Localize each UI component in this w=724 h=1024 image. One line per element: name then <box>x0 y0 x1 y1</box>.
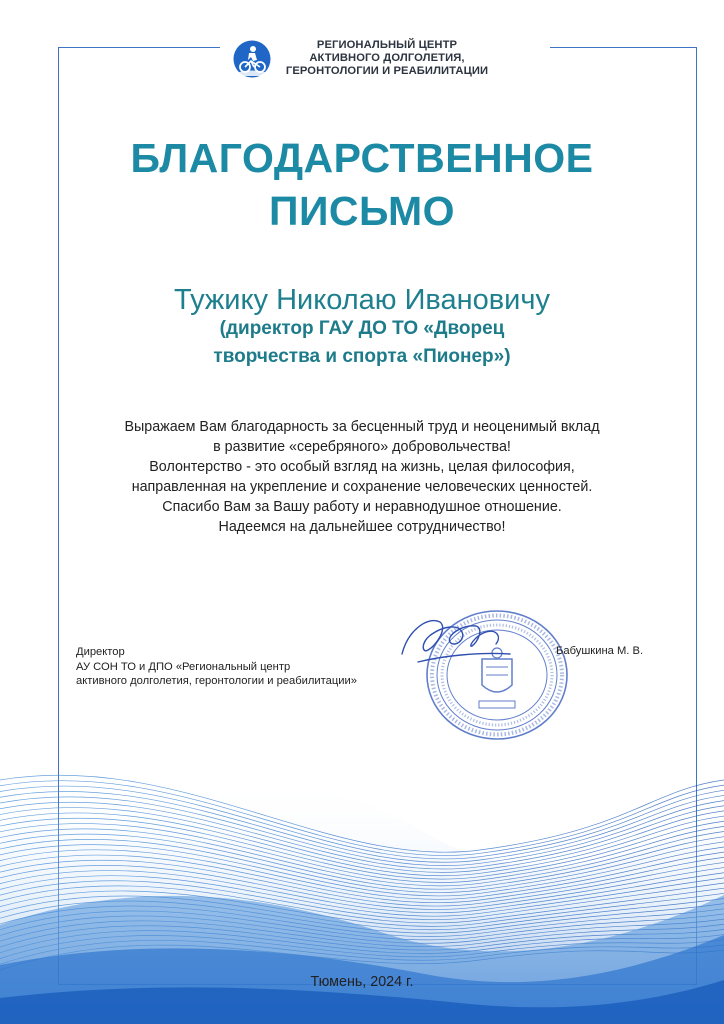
organization-name <box>282 39 492 78</box>
signer-block <box>76 645 357 689</box>
position-line: творчества и спорта «Пионер») <box>213 346 511 367</box>
place-and-date: Тюмень, 2024 г. <box>310 974 414 990</box>
body-line: в развитие «серебряного» добровольчества! <box>213 439 511 455</box>
org-name-line: РЕГИОНАЛЬНЫЙ ЦЕНТР <box>316 39 458 51</box>
signer-line: Директор <box>76 646 125 658</box>
position-line: (директор ГАУ ДО ТО «Дворец <box>219 318 505 339</box>
org-name-line: ГЕРОНТОЛОГИИ И РЕАБИЛИТАЦИИ <box>285 65 489 77</box>
signer-name: Бабушкина М. В. <box>556 645 644 657</box>
body-line: Выражаем Вам благодарность за бесценный труд и неоценимый вклад <box>124 419 600 435</box>
signer-line: АУ СОН ТО и ДПО «Региональный центр <box>76 660 291 673</box>
body-line: Спасибо Вам за Вашу работу и неравнодушное отношение. <box>162 499 562 515</box>
recipient-name: Тужику Николаю Ивановичу <box>174 284 550 316</box>
body-line: направленная на укрепление и сохранение человеческих ценностей. <box>131 479 593 495</box>
cyclist-logo-icon <box>233 40 271 78</box>
title-line: ПИСЬМО <box>268 188 456 234</box>
handwritten-signature <box>398 602 514 672</box>
body-line: Волонтерство - это особый взгляд на жизнь, целая философия, <box>149 459 575 475</box>
document-title <box>0 132 724 238</box>
gratitude-text <box>0 417 724 537</box>
body-line: Надеемся на дальнейшее сотрудничество! <box>218 519 506 535</box>
signer-line: активного долголетия, геронтологии и реабилитации» <box>76 675 358 687</box>
title-line: БЛАГОДАРСТВЕННОЕ <box>130 135 594 181</box>
recipient-position <box>0 315 724 371</box>
org-name-line: АКТИВНОГО ДОЛГОЛЕТИЯ, <box>309 52 465 64</box>
